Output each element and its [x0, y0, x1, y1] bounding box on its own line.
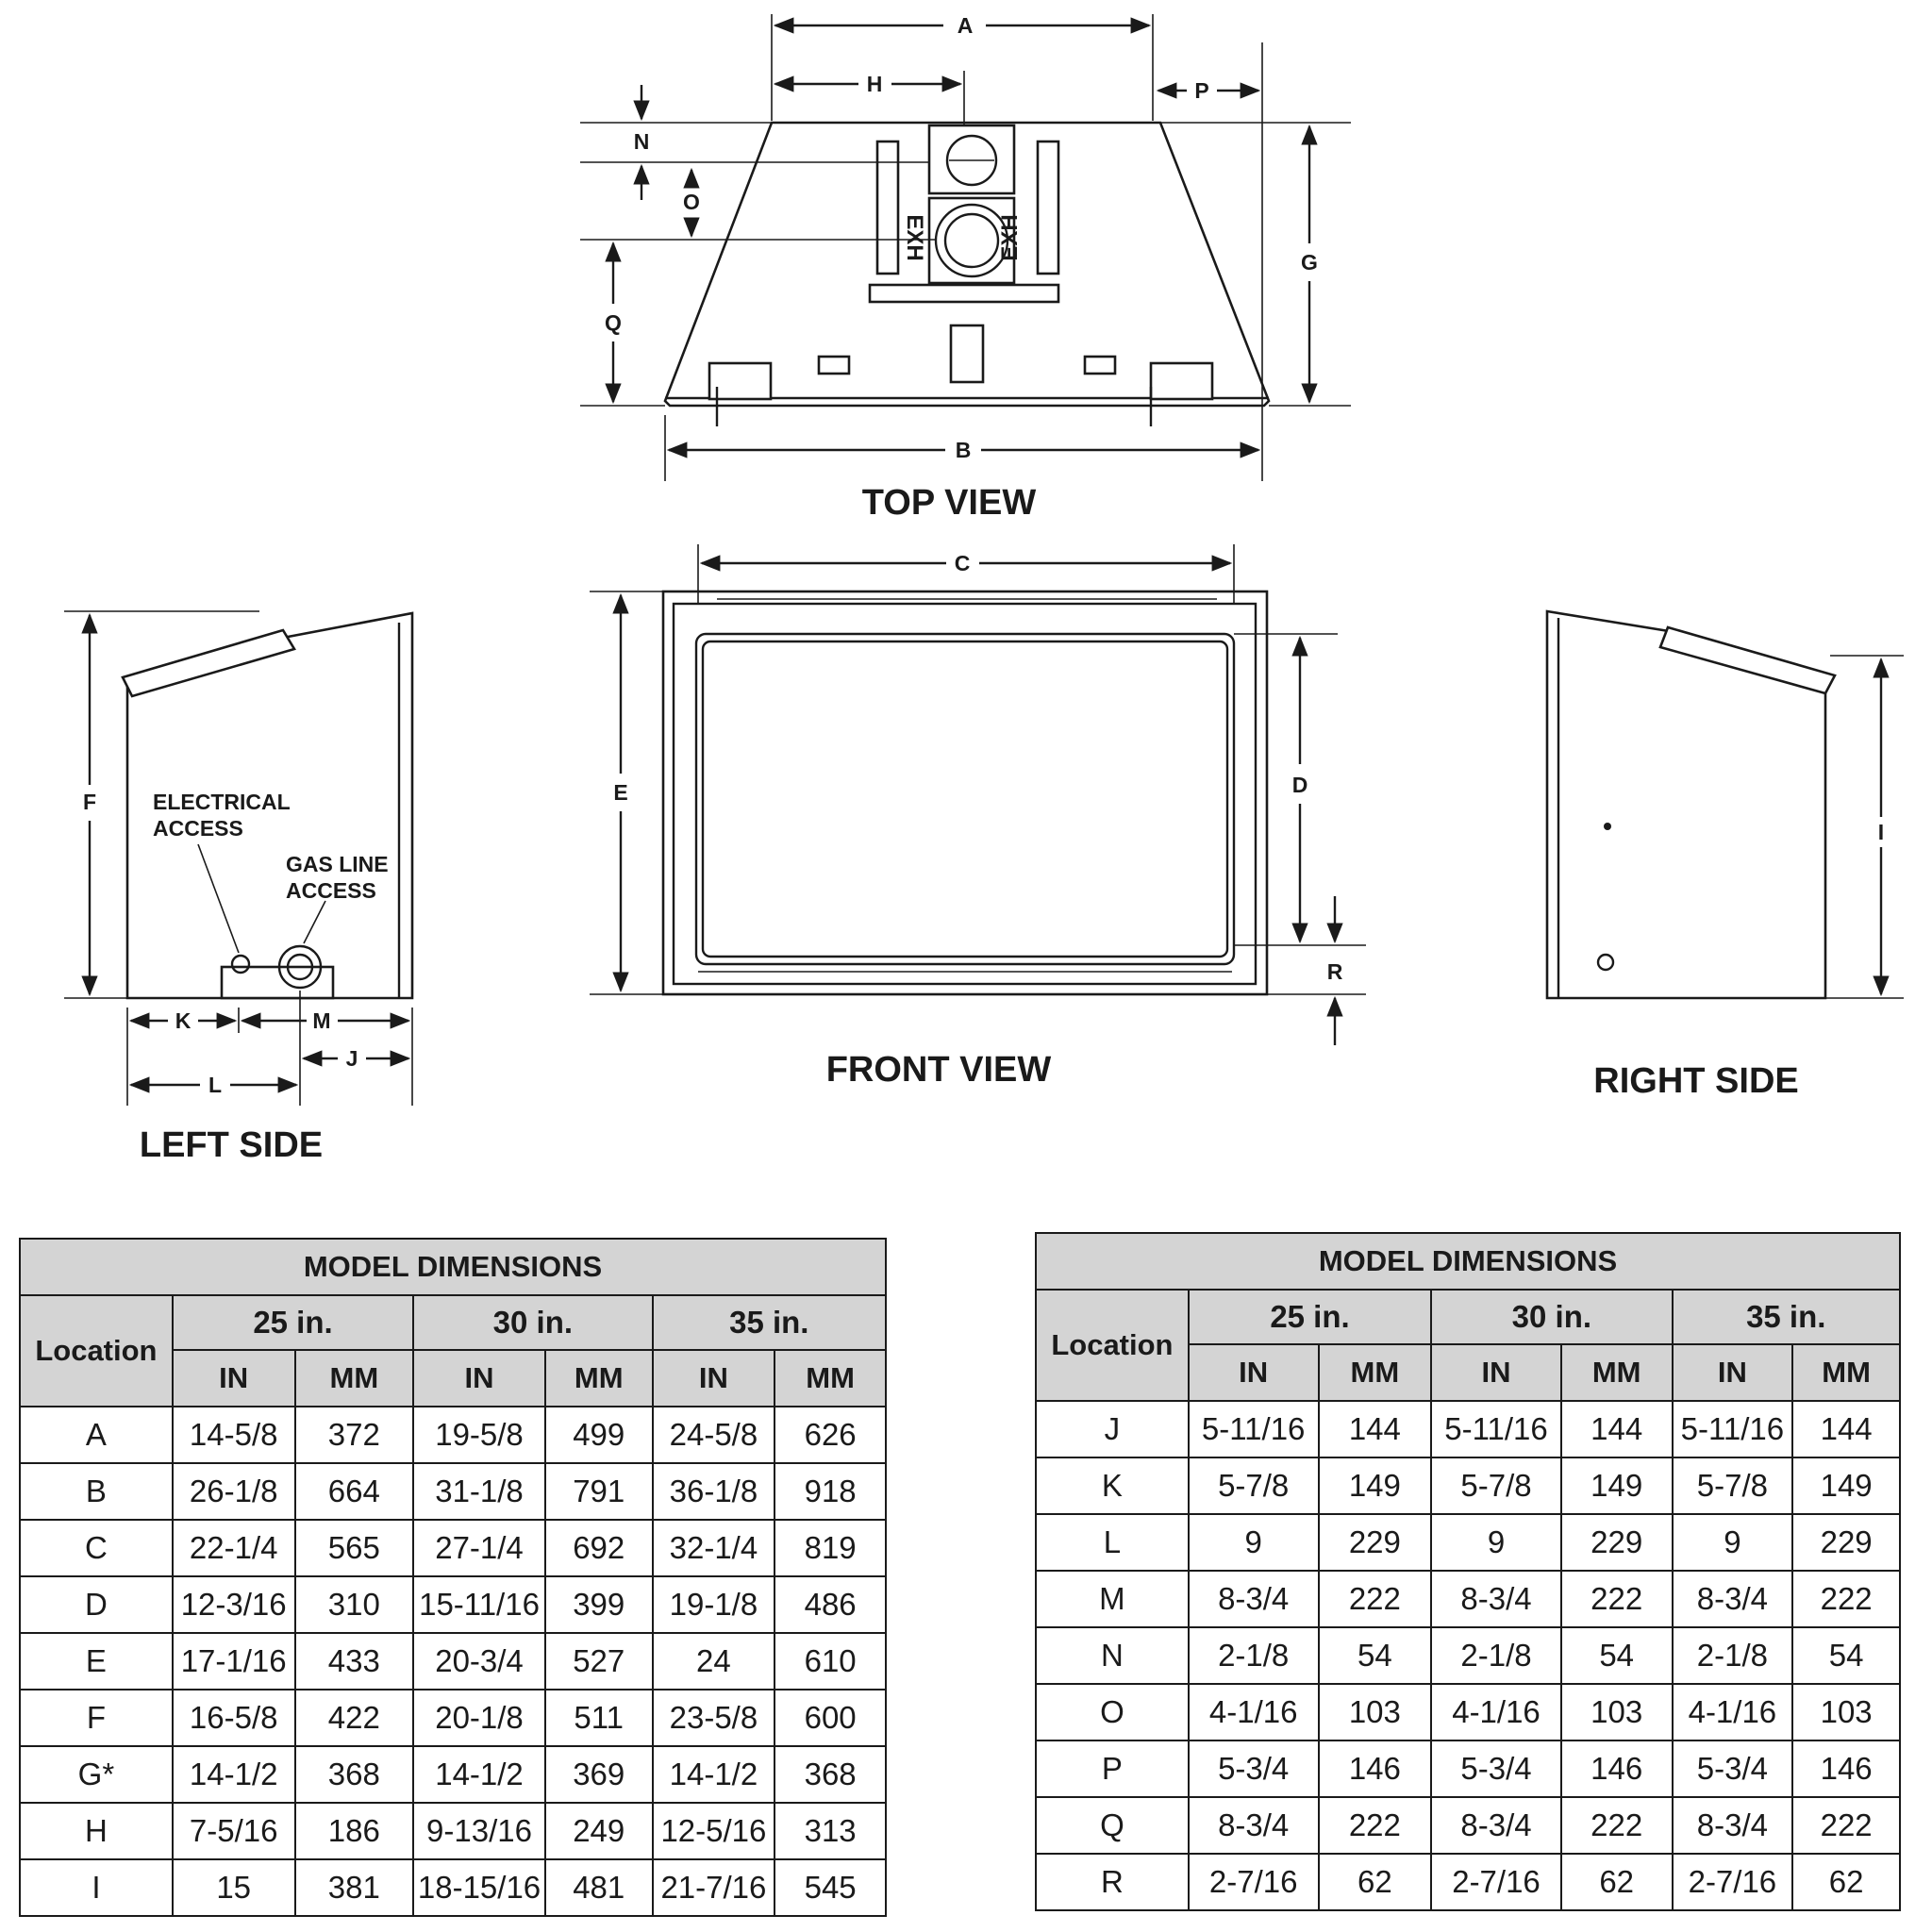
mm-value-cell: 229	[1319, 1514, 1432, 1571]
right-side-title: RIGHT SIDE	[1593, 1061, 1799, 1101]
mm-value-cell: 372	[295, 1407, 414, 1463]
model-header-35: 35 in.	[1673, 1290, 1900, 1344]
location-cell: M	[1036, 1571, 1189, 1627]
inch-value-cell: 15	[173, 1859, 295, 1916]
mm-value-cell: 313	[774, 1803, 886, 1859]
mm-value-cell: 692	[545, 1520, 653, 1576]
dim-label-f: F	[82, 790, 97, 814]
inch-value-cell: 15-11/16	[413, 1576, 545, 1633]
left-side-title: LEFT SIDE	[139, 1125, 324, 1165]
inch-value-cell: 24-5/8	[653, 1407, 775, 1463]
top-view	[580, 13, 1351, 523]
mm-value-cell: 381	[295, 1859, 414, 1916]
unit-header: IN	[1189, 1344, 1319, 1401]
dim-label-d: D	[1291, 773, 1308, 797]
mm-value-cell: 545	[774, 1859, 886, 1916]
unit-header: IN	[653, 1350, 775, 1407]
table-row	[20, 1690, 886, 1746]
table-row	[20, 1407, 886, 1463]
mm-value-cell: 222	[1561, 1797, 1673, 1854]
inch-value-cell: 20-3/4	[413, 1633, 545, 1690]
location-cell: F	[20, 1690, 173, 1746]
gas-line-access-label-1: GAS LINE	[286, 852, 389, 876]
model-header-30: 30 in.	[1431, 1290, 1672, 1344]
electrical-access-label-2: ACCESS	[153, 816, 243, 841]
dim-label-r: R	[1326, 959, 1343, 984]
mm-value-cell: 664	[295, 1463, 414, 1520]
table-row	[20, 1520, 886, 1576]
mm-value-cell: 62	[1319, 1854, 1432, 1910]
inch-value-cell: 5-11/16	[1431, 1401, 1561, 1457]
table-row	[1036, 1514, 1900, 1571]
unit-header: MM	[774, 1350, 886, 1407]
table-row	[1036, 1740, 1900, 1797]
inch-value-cell: 24	[653, 1633, 775, 1690]
dim-label-o: O	[683, 190, 700, 214]
inch-value-cell: 26-1/8	[173, 1463, 295, 1520]
mm-value-cell: 486	[774, 1576, 886, 1633]
inch-value-cell: 14-1/2	[173, 1746, 295, 1803]
mm-value-cell: 310	[295, 1576, 414, 1633]
mm-value-cell: 222	[1792, 1571, 1900, 1627]
unit-header: MM	[1561, 1344, 1673, 1401]
table-row	[20, 1803, 886, 1859]
inch-value-cell: 23-5/8	[653, 1690, 775, 1746]
inch-value-cell: 8-3/4	[1673, 1571, 1793, 1627]
mm-value-cell: 511	[545, 1690, 653, 1746]
location-cell: A	[20, 1407, 173, 1463]
mm-value-cell: 149	[1561, 1457, 1673, 1514]
inch-value-cell: 14-5/8	[173, 1407, 295, 1463]
location-cell: I	[20, 1859, 173, 1916]
location-cell: B	[20, 1463, 173, 1520]
table-row	[20, 1859, 886, 1916]
location-cell: R	[1036, 1854, 1189, 1910]
exh-label-right: EXH	[997, 214, 1023, 261]
inch-value-cell: 2-1/8	[1673, 1627, 1793, 1684]
location-cell: J	[1036, 1401, 1189, 1457]
inch-value-cell: 32-1/4	[653, 1520, 775, 1576]
inch-value-cell: 9	[1189, 1514, 1319, 1571]
mm-value-cell: 146	[1319, 1740, 1432, 1797]
mm-value-cell: 481	[545, 1859, 653, 1916]
inch-value-cell: 19-1/8	[653, 1576, 775, 1633]
inch-value-cell: 27-1/4	[413, 1520, 545, 1576]
inch-value-cell: 8-3/4	[1431, 1571, 1561, 1627]
model-header-35: 35 in.	[653, 1295, 886, 1350]
table-row	[1036, 1457, 1900, 1514]
mm-value-cell: 146	[1561, 1740, 1673, 1797]
dim-label-p: P	[1194, 78, 1209, 103]
inch-value-cell: 8-3/4	[1189, 1797, 1319, 1854]
mm-value-cell: 229	[1561, 1514, 1673, 1571]
mm-value-cell: 103	[1561, 1684, 1673, 1740]
mm-value-cell: 369	[545, 1746, 653, 1803]
mm-value-cell: 186	[295, 1803, 414, 1859]
inch-value-cell: 4-1/16	[1431, 1684, 1561, 1740]
table-title: MODEL DIMENSIONS	[1036, 1233, 1900, 1290]
table-body	[20, 1407, 886, 1916]
electrical-access-label-1: ELECTRICAL	[153, 790, 291, 814]
mm-value-cell: 103	[1792, 1684, 1900, 1740]
inch-value-cell: 2-7/16	[1673, 1854, 1793, 1910]
location-header: Location	[20, 1295, 173, 1407]
inch-value-cell: 9	[1431, 1514, 1561, 1571]
table-row	[20, 1463, 886, 1520]
mm-value-cell: 918	[774, 1463, 886, 1520]
front-view-title: FRONT VIEW	[825, 1050, 1052, 1090]
inch-value-cell: 4-1/16	[1673, 1684, 1793, 1740]
mm-value-cell: 626	[774, 1407, 886, 1463]
mm-value-cell: 62	[1792, 1854, 1900, 1910]
mm-value-cell: 399	[545, 1576, 653, 1633]
mm-value-cell: 144	[1561, 1401, 1673, 1457]
inch-value-cell: 17-1/16	[173, 1633, 295, 1690]
mm-value-cell: 791	[545, 1463, 653, 1520]
inch-value-cell: 9-13/16	[413, 1803, 545, 1859]
dim-label-i: I	[1877, 820, 1885, 844]
inch-value-cell: 8-3/4	[1431, 1797, 1561, 1854]
table-row	[20, 1633, 886, 1690]
mm-value-cell: 103	[1319, 1684, 1432, 1740]
inch-value-cell: 5-3/4	[1431, 1740, 1561, 1797]
mm-value-cell: 368	[295, 1746, 414, 1803]
inch-value-cell: 14-1/2	[653, 1746, 775, 1803]
location-cell: E	[20, 1633, 173, 1690]
unit-header: IN	[413, 1350, 545, 1407]
inch-value-cell: 18-15/16	[413, 1859, 545, 1916]
top-view-title: TOP VIEW	[861, 483, 1037, 523]
table-row	[1036, 1627, 1900, 1684]
inch-value-cell: 5-7/8	[1431, 1457, 1561, 1514]
unit-header: MM	[1792, 1344, 1900, 1401]
dim-label-e: E	[613, 780, 628, 805]
table-row	[1036, 1684, 1900, 1740]
mm-value-cell: 144	[1792, 1401, 1900, 1457]
exh-label-left: EXH	[902, 214, 927, 261]
location-cell: H	[20, 1803, 173, 1859]
mm-value-cell: 62	[1561, 1854, 1673, 1910]
dim-label-j: J	[345, 1046, 358, 1071]
inch-value-cell: 4-1/16	[1189, 1684, 1319, 1740]
unit-header: MM	[1319, 1344, 1432, 1401]
table-title: MODEL DIMENSIONS	[20, 1239, 886, 1295]
right-side-view	[1547, 611, 1904, 1101]
mm-value-cell: 54	[1561, 1627, 1673, 1684]
inch-value-cell: 22-1/4	[173, 1520, 295, 1576]
location-header: Location	[1036, 1290, 1189, 1401]
inch-value-cell: 16-5/8	[173, 1690, 295, 1746]
table-body	[1036, 1401, 1900, 1910]
table-row	[1036, 1401, 1900, 1457]
inch-value-cell: 31-1/8	[413, 1463, 545, 1520]
location-cell: Q	[1036, 1797, 1189, 1854]
mm-value-cell: 149	[1319, 1457, 1432, 1514]
inch-value-cell: 9	[1673, 1514, 1793, 1571]
inch-value-cell: 2-7/16	[1431, 1854, 1561, 1910]
table-row	[20, 1576, 886, 1633]
inch-value-cell: 5-3/4	[1673, 1740, 1793, 1797]
mm-value-cell: 144	[1319, 1401, 1432, 1457]
dim-label-g: G	[1301, 250, 1318, 275]
dim-label-l: L	[208, 1073, 223, 1097]
inch-value-cell: 7-5/16	[173, 1803, 295, 1859]
dim-label-c: C	[954, 551, 971, 575]
location-cell: G*	[20, 1746, 173, 1803]
dim-label-b: B	[955, 438, 972, 462]
unit-header: MM	[545, 1350, 653, 1407]
inch-value-cell: 14-1/2	[413, 1746, 545, 1803]
location-cell: D	[20, 1576, 173, 1633]
mm-value-cell: 527	[545, 1633, 653, 1690]
unit-header: IN	[1431, 1344, 1561, 1401]
location-cell: C	[20, 1520, 173, 1576]
inch-value-cell: 5-7/8	[1673, 1457, 1793, 1514]
mm-value-cell: 499	[545, 1407, 653, 1463]
inch-value-cell: 2-1/8	[1189, 1627, 1319, 1684]
model-header-25: 25 in.	[173, 1295, 413, 1350]
inch-value-cell: 2-1/8	[1431, 1627, 1561, 1684]
left-side-view	[64, 611, 412, 1165]
mm-value-cell: 610	[774, 1633, 886, 1690]
mm-value-cell: 565	[295, 1520, 414, 1576]
location-cell: K	[1036, 1457, 1189, 1514]
mm-value-cell: 222	[1561, 1571, 1673, 1627]
front-view	[590, 544, 1366, 1090]
front-frame	[663, 591, 1267, 994]
gas-line-access-label-2: ACCESS	[286, 878, 376, 903]
model-header-25: 25 in.	[1189, 1290, 1431, 1344]
model-dimensions-table-a-i	[19, 1238, 887, 1917]
dim-label-q: Q	[605, 310, 622, 335]
mm-value-cell: 146	[1792, 1740, 1900, 1797]
inch-value-cell: 19-5/8	[413, 1407, 545, 1463]
location-cell: P	[1036, 1740, 1189, 1797]
inch-value-cell: 12-3/16	[173, 1576, 295, 1633]
dim-label-a: A	[957, 13, 974, 38]
model-dimensions-table-j-r	[1035, 1232, 1901, 1911]
location-cell: L	[1036, 1514, 1189, 1571]
inch-value-cell: 12-5/16	[653, 1803, 775, 1859]
inch-value-cell: 2-7/16	[1189, 1854, 1319, 1910]
location-cell: O	[1036, 1684, 1189, 1740]
table-row	[20, 1746, 886, 1803]
mm-value-cell: 249	[545, 1803, 653, 1859]
unit-header: IN	[1673, 1344, 1793, 1401]
mm-value-cell: 222	[1319, 1571, 1432, 1627]
inch-value-cell: 8-3/4	[1673, 1797, 1793, 1854]
table-row	[1036, 1797, 1900, 1854]
mm-value-cell: 222	[1792, 1797, 1900, 1854]
table-row	[1036, 1571, 1900, 1627]
inch-value-cell: 5-7/8	[1189, 1457, 1319, 1514]
inch-value-cell: 5-3/4	[1189, 1740, 1319, 1797]
inch-value-cell: 5-11/16	[1673, 1401, 1793, 1457]
mm-value-cell: 149	[1792, 1457, 1900, 1514]
unit-header: MM	[295, 1350, 414, 1407]
inch-value-cell: 5-11/16	[1189, 1401, 1319, 1457]
mm-value-cell: 819	[774, 1520, 886, 1576]
table-row	[1036, 1854, 1900, 1910]
inch-value-cell: 21-7/16	[653, 1859, 775, 1916]
mm-value-cell: 600	[774, 1690, 886, 1746]
unit-header: IN	[173, 1350, 295, 1407]
mm-value-cell: 54	[1319, 1627, 1432, 1684]
dim-label-k: K	[175, 1008, 192, 1033]
inch-value-cell: 20-1/8	[413, 1690, 545, 1746]
mm-value-cell: 229	[1792, 1514, 1900, 1571]
model-header-30: 30 in.	[413, 1295, 652, 1350]
mm-value-cell: 368	[774, 1746, 886, 1803]
mm-value-cell: 222	[1319, 1797, 1432, 1854]
mm-value-cell: 54	[1792, 1627, 1900, 1684]
mm-value-cell: 433	[295, 1633, 414, 1690]
dim-label-m: M	[312, 1008, 331, 1033]
dim-label-h: H	[866, 72, 883, 96]
location-cell: N	[1036, 1627, 1189, 1684]
inch-value-cell: 36-1/8	[653, 1463, 775, 1520]
mm-value-cell: 422	[295, 1690, 414, 1746]
dim-label-n: N	[633, 129, 650, 154]
inch-value-cell: 8-3/4	[1189, 1571, 1319, 1627]
